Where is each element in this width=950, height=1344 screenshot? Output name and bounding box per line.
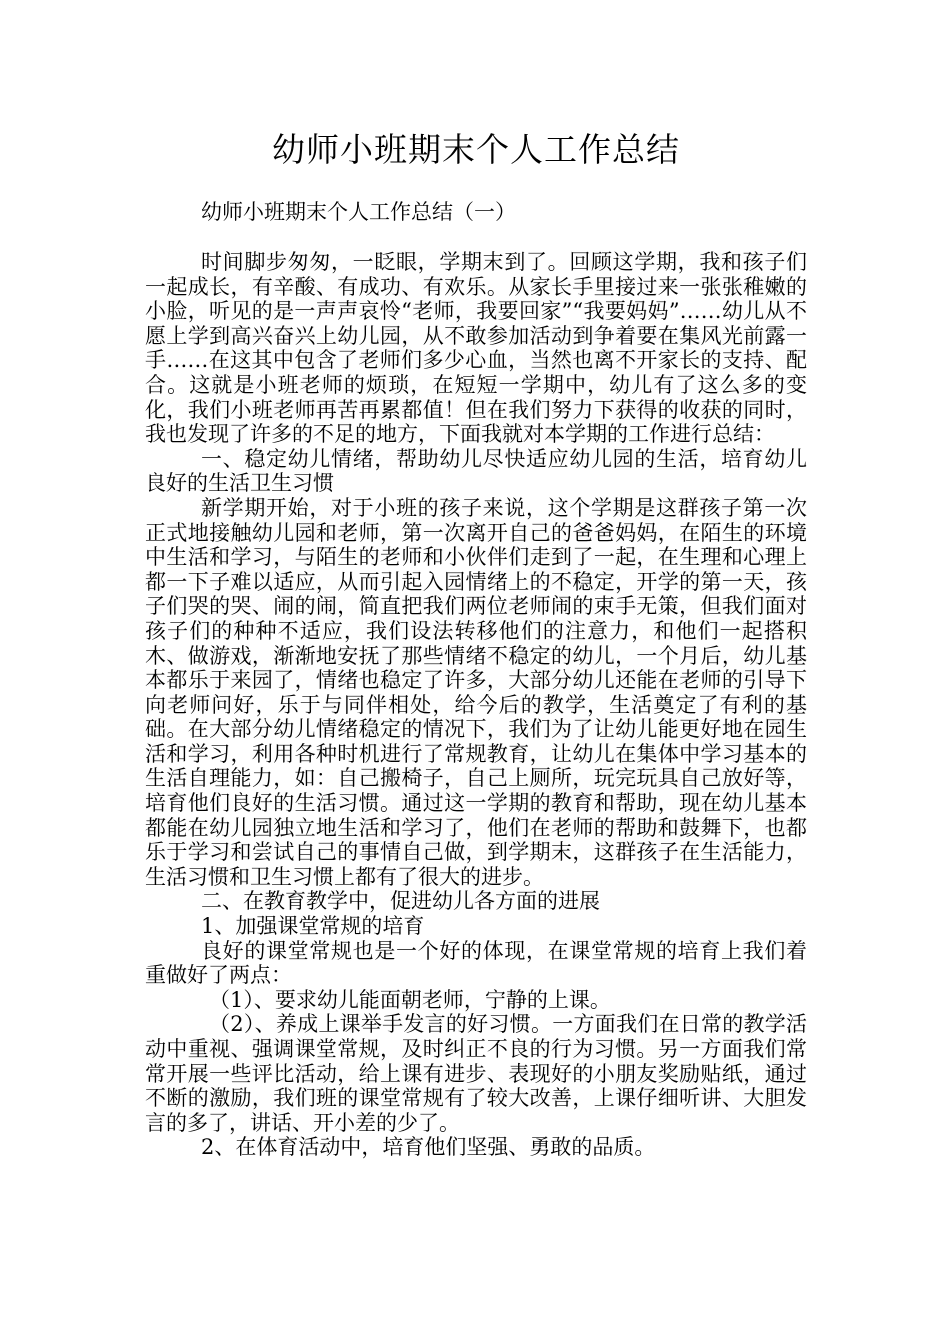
subsection-heading-1: 1、加强课堂常规的培育	[201, 914, 425, 939]
list-item-1: （1）、要求幼儿能面朝老师，宁静的上课。	[209, 987, 611, 1012]
subsection-heading-2: 2、在体育活动中，培育他们坚强、勇敢的品质。	[201, 1135, 656, 1160]
paragraph-classroom-routine: 良好的课堂常规也是一个好的体现，在课堂常规的培育上我们着重做好了两点：	[145, 938, 807, 988]
section-heading-2: 二、在教育教学中，促进幼儿各方面的进展	[201, 889, 600, 914]
document-subtitle: 幼师小班期末个人工作总结（一）	[201, 200, 516, 224]
paragraph-intro: 时间脚步匆匆，一眨眼，学期末到了。回顾这学期，我和孩子们一起成长，有辛酸、有成功、有欢乐。从家长手里接过来一张张稚嫩的小脸，听见的是一声声哀怜“老师，我要回家”“我要妈妈”……幼儿从不愿上学到高兴奋兴上幼儿园，从不敢参加活动到争着要在集风光前露一手……在这其中包含了老师们多少心血，当然也离不开家长的支持、配合。这就是小班老师的烦琐，在短短一学期中，幼儿有了这么多的变化，我们小班老师再苦再累都值！但在我们努力下获得的收获的同时，我也发现了许多的不足的地方，下面我就对本学期的工作进行总结：	[145, 250, 807, 447]
document-title: 幼师小班期末个人工作总结	[272, 130, 680, 169]
section-heading-1: 一、稳定幼儿情绪，帮助幼儿尽快适应幼儿园的生活，培育幼儿良好的生活卫生习惯	[145, 446, 807, 496]
document-page	[145, 128, 807, 1160]
list-item-2: （2）、养成上课举手发言的好习惯。一方面我们在日常的教学活动中重视、强调课堂常规，及时纠正不良的行为习惯。另一方面我们常常开展一些评比活动，给上课有进步、表现好的小朋友奖励贴纸，通过不断的激励，我们班的课堂常规有了较大改善，上课仔细听讲、大胆发言的多了，讲话、开小差的少了。	[145, 1012, 807, 1135]
paragraph-section-1: 新学期开始，对于小班的孩子来说，这个学期是这群孩子第一次正式地接触幼儿园和老师，第一次离开自己的爸爸妈妈，在陌生的环境中生活和学习，与陌生的老师和小伙伴们走到了一起，在生理和心理上都一下子难以适应，从而引起入园情绪上的不稳定，开学的第一天，孩子们哭的哭、闹的闹，简直把我们两位老师闹的束手无策，但我们面对孩子们的种种不适应，我们设法转移他们的注意力，和他们一起搭积木、做游戏，渐渐地安抚了那些情绪不稳定的幼儿，一个月后，幼儿基本都乐于来园了，情绪也稳定了许多，大部分幼儿还能在老师的引导下向老师问好，乐于与同伴相处，给今后的教学，生活奠定了有利的基础。在大部分幼儿情绪稳定的情况下，我们为了让幼儿能更好地在园生活和学习，利用各种时机进行了常规教育，让幼儿在集体中学习基本的生活自理能力，如：自己搬椅子，自己上厕所，玩完玩具自己放好等，培育他们良好的生活习惯。通过这一学期的教育和帮助，现在幼儿基本都能在幼儿园独立地生活和学习了，他们在老师的帮助和鼓舞下，也都乐于学习和尝试自己的事情自己做，到学期末，这群孩子在生活能力，生活习惯和卫生习惯上都有了很大的进步。	[145, 495, 807, 889]
